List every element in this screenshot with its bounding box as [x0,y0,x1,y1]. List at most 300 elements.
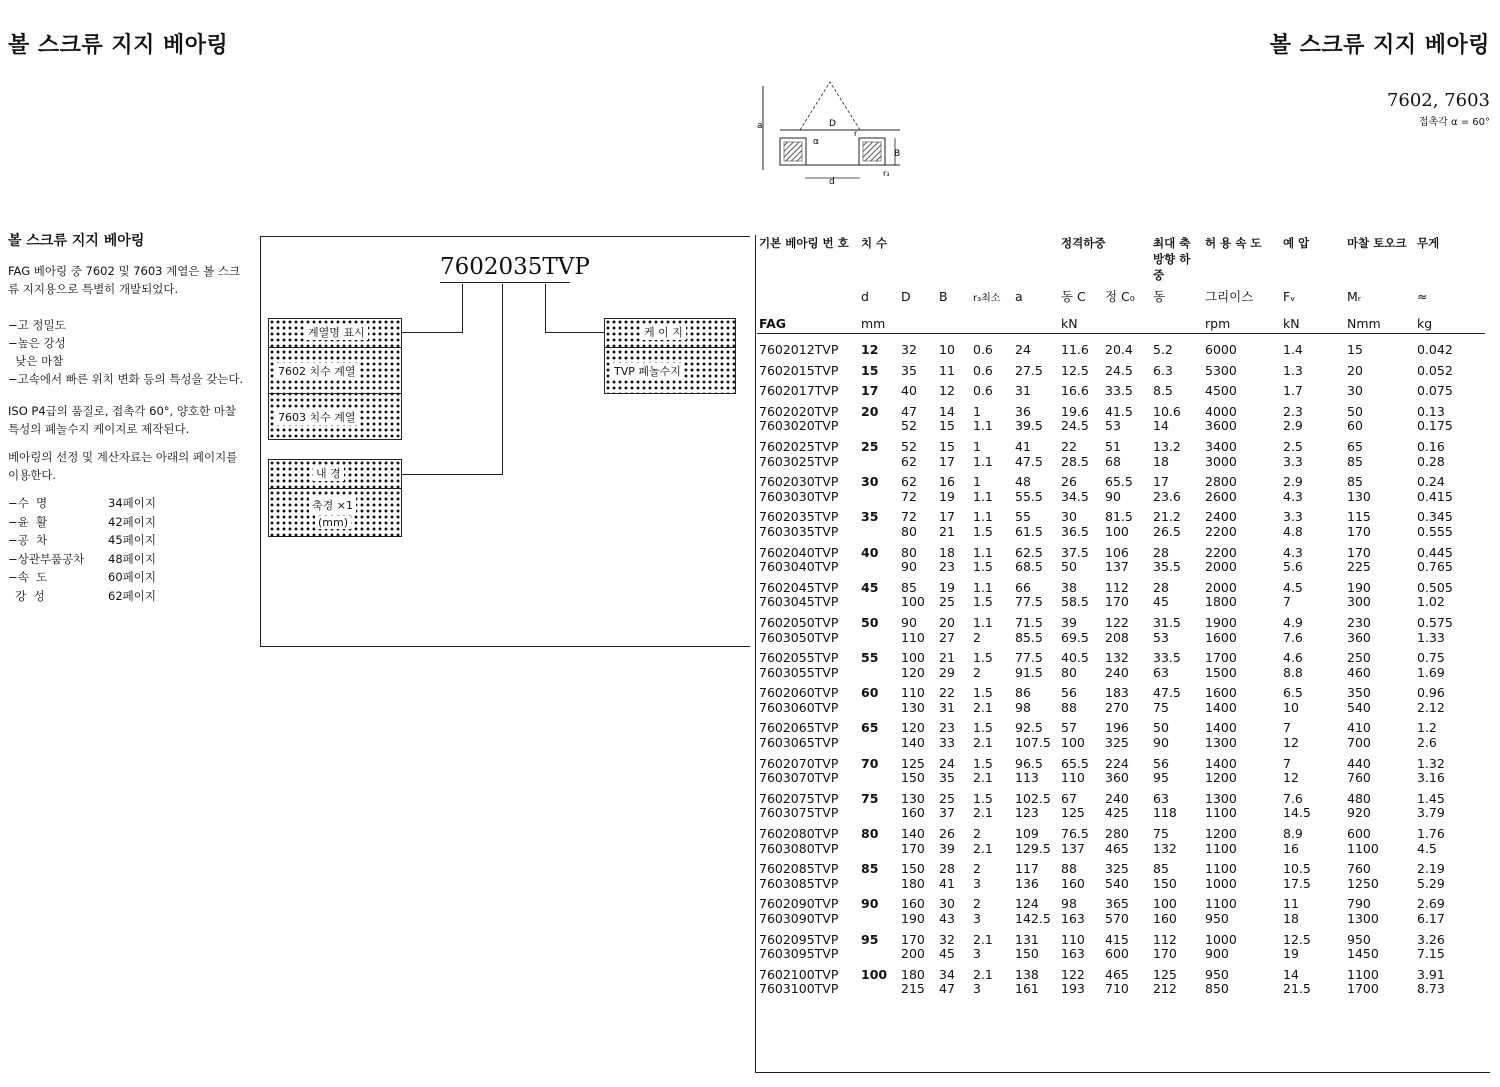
cell-weight: 1.32 [1417,755,1445,771]
cell-D: 180 [901,875,925,891]
cell-D: 200 [901,946,925,962]
cell-C: 65.5 [1061,755,1089,771]
cell-speed: 4000 [1205,403,1237,419]
cage-box-title: 케 이 지 [641,324,686,340]
cell-D: 180 [901,966,925,982]
cell-designation: 7602090TVP [759,896,839,912]
cell-C0: 325 [1105,735,1129,751]
cell-friction-torque: 480 [1347,790,1371,806]
cell-weight: 0.052 [1417,362,1453,378]
reference-item: 강 성 62페이지 [8,588,156,603]
cell-weight: 3.79 [1417,805,1445,821]
cell-B: 31 [939,699,955,715]
cell-axial-load: 125 [1153,966,1177,982]
cell-a: 123 [1015,805,1039,821]
cell-C: 69.5 [1061,629,1089,645]
bore-box [268,459,402,537]
cell-a: 31 [1015,383,1031,399]
unit-kg: kg [1417,315,1433,331]
cell-d: 55 [861,650,879,666]
cell-friction-torque: 350 [1347,685,1371,701]
cell-r3: 1.1 [973,579,993,595]
cell-r3: 1.5 [973,650,993,666]
cell-B: 45 [939,946,955,962]
cell-r3: 1.5 [973,594,993,610]
table-row [757,610,1482,631]
cell-C: 12.5 [1061,362,1089,378]
cell-weight: 1.45 [1417,790,1445,806]
cell-r3: 2 [973,826,981,842]
col-r3: r₃최소 [973,292,1001,304]
table-row [757,680,1482,701]
cell-designation: 7602015TVP [759,362,839,378]
cell-axial-load: 31.5 [1153,614,1181,630]
cell-B: 25 [939,790,955,806]
cell-r3: 2.1 [973,966,993,982]
cell-C0: 325 [1105,861,1129,877]
cell-C0: 600 [1105,946,1129,962]
cell-friction-torque: 60 [1347,418,1363,434]
table-row [757,575,1482,596]
cell-a: 124 [1015,896,1039,912]
cell-r3: 1.1 [973,509,993,525]
cell-friction-torque: 790 [1347,896,1371,912]
col-header-preload: 예 압 [1283,236,1310,250]
cell-D: 215 [901,981,925,997]
cell-weight: 0.555 [1417,523,1453,539]
cell-B: 27 [939,629,955,645]
svg-text:a: a [757,121,763,131]
cell-D: 110 [901,629,925,645]
cell-C: 36.5 [1061,523,1089,539]
cell-axial-load: 212 [1153,981,1177,997]
cell-speed: 1400 [1205,699,1237,715]
cell-C0: 240 [1105,664,1129,680]
cell-designation: 7603095TVP [759,946,839,962]
cell-r3: 1.1 [973,488,993,504]
cell-d [859,525,899,540]
cell-speed: 1300 [1205,790,1237,806]
table-row [757,786,1482,807]
cell-speed: 1000 [1205,931,1237,947]
cell-friction-torque: 1700 [1347,981,1379,997]
cell-axial-load: 112 [1153,931,1177,947]
cell-axial-load: 50 [1153,720,1169,736]
cell-C0: 540 [1105,875,1129,891]
cell-C0: 137 [1105,559,1129,575]
cell-preload: 14 [1283,966,1299,982]
cell-designation: 7602020TVP [759,403,839,419]
cell-speed: 1300 [1205,735,1237,751]
cell-designation: 7602025TVP [759,438,839,454]
cell-C: 67 [1061,790,1077,806]
cell-friction-torque: 115 [1347,509,1371,525]
cell-a: 91.5 [1015,664,1043,680]
table-row [757,419,1482,434]
col-C: 동 C [1061,289,1086,304]
cell-C: 163 [1061,946,1085,962]
cell-preload: 4.9 [1283,614,1303,630]
cell-weight: 0.175 [1417,418,1453,434]
cell-r3: 1 [973,438,981,454]
cell-speed: 4500 [1205,383,1237,399]
cell-friction-torque: 230 [1347,614,1371,630]
cell-r3: 1.5 [973,523,993,539]
cell-C0: 270 [1105,699,1129,715]
col-C0: 정 C₀ [1105,289,1135,304]
cell-friction-torque: 440 [1347,755,1371,771]
cell-B: 12 [939,383,955,399]
series-box [268,318,402,440]
table-row [757,806,1482,821]
cell-B: 19 [939,488,955,504]
cell-designation: 7603070TVP [759,770,839,786]
cell-d [859,419,899,434]
cell-d: 40 [861,544,879,560]
cell-designation: 7603045TVP [759,594,839,610]
table-subheader-row [757,283,1482,309]
table-row [757,736,1482,751]
cell-B: 23 [939,559,955,575]
cell-C: 11.6 [1061,342,1089,357]
cell-designation: 7603040TVP [759,559,839,575]
cell-B: 29 [939,664,955,680]
col-a: a [1015,288,1023,304]
table-row [757,525,1482,540]
table-row [757,751,1482,772]
cell-C: 160 [1061,875,1085,891]
cell-B: 37 [939,805,955,821]
intro-paragraph-1: FAG 베아링 중 7602 및 7603 계열은 볼 스크류 지지용으로 특별히 개발되었다. [8,264,241,296]
cell-d: 100 [861,966,888,982]
cell-C: 193 [1061,981,1085,997]
cell-speed: 1100 [1205,840,1237,856]
svg-text:D: D [829,119,836,129]
cell-weight: 0.042 [1417,342,1453,357]
cell-speed: 3600 [1205,418,1237,434]
cell-C: 163 [1061,911,1085,926]
cell-speed: 1000 [1205,875,1237,891]
cell-a: 131 [1015,931,1039,947]
cell-weight: 3.91 [1417,966,1445,982]
cell-friction-torque: 600 [1347,826,1371,842]
cell-d [859,736,899,751]
cell-weight: 1.33 [1417,629,1445,645]
cell-a: 136 [1015,875,1039,891]
cell-preload: 4.8 [1283,523,1303,539]
intro-title: 볼 스크류 지지 베아링 [8,233,145,249]
cell-weight: 3.26 [1417,931,1445,947]
cell-designation: 7603080TVP [759,840,839,856]
col-header-dimensions: 치 수 [861,236,888,250]
cell-D: 52 [901,418,917,434]
cell-r3: 2.1 [973,840,993,856]
cell-C0: 465 [1105,840,1129,856]
cell-C0: 106 [1105,544,1129,560]
cell-speed: 2800 [1205,474,1237,490]
feature-item: 낮은 마찰 [8,354,64,368]
cell-B: 35 [939,770,955,786]
cell-r3: 0.6 [973,383,993,399]
cell-speed: 2400 [1205,509,1237,525]
cell-friction-torque: 30 [1347,383,1363,399]
cell-designation: 7603035TVP [759,523,839,539]
cell-weight: 2.19 [1417,861,1445,877]
cell-d [859,947,899,962]
cell-C0: 465 [1105,966,1129,982]
cell-r3: 1.5 [973,755,993,771]
cell-speed: 1100 [1205,805,1237,821]
cell-B: 23 [939,720,955,736]
cell-preload: 8.8 [1283,664,1303,680]
cell-D: 150 [901,770,925,786]
cell-C: 28.5 [1061,453,1089,469]
cell-weight: 8.73 [1417,981,1445,997]
cell-C: 22 [1061,438,1077,454]
cell-d: 45 [861,579,879,595]
cell-preload: 4.3 [1283,544,1303,560]
cell-B: 32 [939,931,955,947]
col-Mr: Mᵣ [1347,288,1362,304]
cage-box-row: TVP 폐놀수지 [611,363,684,379]
cell-preload: 12 [1283,770,1299,786]
table-row [757,927,1482,948]
cell-r3: 2.1 [973,770,993,786]
cell-D: 62 [901,474,917,490]
cell-designation: 7603060TVP [759,699,839,715]
cell-designation: 7603085TVP [759,875,839,891]
cell-d [859,666,899,681]
cell-C: 100 [1061,735,1085,751]
cell-preload: 6.5 [1283,685,1303,701]
cell-friction-torque: 20 [1347,362,1363,378]
cell-D: 90 [901,559,917,575]
cell-D: 80 [901,523,917,539]
cell-C: 76.5 [1061,826,1089,842]
cell-C0: 196 [1105,720,1129,736]
cell-C: 122 [1061,966,1085,982]
cell-B: 33 [939,735,955,751]
table-row [757,821,1482,842]
cell-C: 39 [1061,614,1077,630]
cell-d: 17 [861,383,879,399]
cell-speed: 1600 [1205,685,1237,701]
cell-C: 24.5 [1061,418,1089,434]
cell-C0: 170 [1105,594,1129,610]
cell-C: 30 [1061,509,1077,525]
cell-friction-torque: 460 [1347,664,1371,680]
cell-C0: 53 [1105,418,1121,434]
table-row [757,947,1482,962]
table-row [757,378,1482,399]
cell-speed: 1800 [1205,594,1237,610]
cell-B: 47 [939,981,955,997]
cell-speed: 5300 [1205,362,1237,378]
cell-D: 150 [901,861,925,877]
cell-D: 32 [901,342,917,357]
cell-C: 50 [1061,559,1077,575]
cell-a: 41 [1015,438,1031,454]
cell-weight: 4.5 [1417,840,1437,856]
cell-r3: 1.5 [973,559,993,575]
cell-B: 39 [939,840,955,856]
cell-d [859,806,899,821]
cell-d: 20 [861,403,879,419]
table-row [757,595,1482,610]
cell-D: 40 [901,383,917,399]
reference-item: −윤 활 42페이지 [8,514,156,529]
cell-D: 130 [901,790,925,806]
cell-a: 77.5 [1015,594,1043,610]
cell-preload: 12 [1283,735,1299,751]
cell-B: 15 [939,418,955,434]
cell-D: 72 [901,509,917,525]
cell-friction-torque: 920 [1347,805,1371,821]
cell-C: 56 [1061,685,1077,701]
cell-designation: 7602050TVP [759,614,839,630]
cell-friction-torque: 250 [1347,650,1371,666]
cell-speed: 2000 [1205,579,1237,595]
cell-preload: 16 [1283,840,1299,856]
cell-friction-torque: 85 [1347,474,1363,490]
cell-C0: 360 [1105,770,1129,786]
reference-item: −속 도 60페이지 [8,570,156,584]
cell-weight: 0.28 [1417,453,1445,469]
cell-D: 120 [901,664,925,680]
cell-speed: 950 [1205,911,1229,926]
cell-weight: 0.075 [1417,383,1453,399]
cell-axial-load: 85 [1153,861,1169,877]
col-header-weight: 무게 [1417,236,1440,250]
cell-r3: 1.1 [973,614,993,630]
table-row [757,645,1482,666]
cell-weight: 7.15 [1417,946,1445,962]
cell-preload: 10 [1283,699,1299,715]
cell-B: 34 [939,966,955,982]
cell-B: 15 [939,438,955,454]
cell-preload: 3.3 [1283,509,1303,525]
cell-d: 70 [861,755,879,771]
cell-r3: 1.1 [973,453,993,469]
table-row [757,982,1482,997]
table-row [757,455,1482,470]
cell-weight: 1.69 [1417,664,1445,680]
cell-axial-load: 47.5 [1153,685,1181,701]
cell-weight: 3.16 [1417,770,1445,786]
cell-a: 85.5 [1015,629,1043,645]
table-row [757,701,1482,716]
cell-friction-torque: 540 [1347,699,1371,715]
cell-d [859,771,899,786]
cell-C: 58.5 [1061,594,1089,610]
table-row [757,434,1482,455]
cell-weight: 0.505 [1417,579,1453,595]
col-header-friction-torque: 마찰 토오크 [1347,236,1407,250]
cell-preload: 14.5 [1283,805,1311,821]
series-box-row: 7603 치수 계열 [275,409,359,425]
cell-r3: 1 [973,474,981,490]
cell-D: 120 [901,720,925,736]
table-row [757,666,1482,681]
cell-preload: 10.5 [1283,861,1311,877]
cell-axial-load: 21.2 [1153,509,1181,525]
cell-designation: 7603090TVP [759,911,839,926]
cell-C0: 112 [1105,579,1129,595]
cell-B: 16 [939,474,955,490]
intro-section [8,232,248,605]
page-title-right: 볼 스크류 지지 베아링 [1269,33,1490,58]
cell-r3: 3 [973,946,981,962]
cell-preload: 18 [1283,911,1299,926]
cell-C0: 280 [1105,826,1129,842]
cell-D: 35 [901,362,917,378]
cell-r3: 2.1 [973,805,993,821]
col-B: B [939,288,948,304]
cell-a: 92.5 [1015,720,1043,736]
cell-d [859,595,899,610]
cell-r3: 2.1 [973,931,993,947]
cell-weight: 1.76 [1417,826,1445,842]
table-row [757,504,1482,525]
cell-d: 50 [861,614,879,630]
table-row [757,877,1482,892]
cell-d [859,877,899,892]
unit-mm: mm [861,315,886,331]
cell-axial-load: 45 [1153,594,1169,610]
cell-preload: 4.3 [1283,488,1303,504]
cell-preload: 2.5 [1283,438,1303,454]
table-row [757,891,1482,912]
cell-D: 72 [901,488,917,504]
cell-C0: 90 [1105,488,1121,504]
col-header-max-axial-load: 최대 축방향 하중 [1153,236,1191,282]
cell-C: 38 [1061,579,1077,595]
cell-d [859,912,899,927]
cell-designation: 7602040TVP [759,544,839,560]
cell-a: 77.5 [1015,650,1043,666]
cell-preload: 7.6 [1283,790,1303,806]
feature-item: −고속에서 빠른 위치 변화 등의 특성을 갖는다. [8,372,244,386]
cell-C0: 100 [1105,523,1129,539]
cell-C: 137 [1061,840,1085,856]
cell-speed: 1400 [1205,755,1237,771]
cell-d [859,701,899,716]
bearing-section-drawing [755,78,915,190]
cell-preload: 7 [1283,755,1291,771]
cell-designation: 7602085TVP [759,861,839,877]
svg-text:B: B [894,149,901,159]
cell-B: 24 [939,755,955,771]
cell-friction-torque: 410 [1347,720,1371,736]
cell-weight: 2.12 [1417,699,1445,715]
cell-friction-torque: 950 [1347,931,1371,947]
cell-C0: 65.5 [1105,474,1133,490]
cell-friction-torque: 360 [1347,629,1371,645]
cell-speed: 1400 [1205,720,1237,736]
cell-d [859,631,899,646]
table-row [757,631,1482,646]
cell-a: 55.5 [1015,488,1043,504]
cell-designation: 7603030TVP [759,488,839,504]
cell-a: 102.5 [1015,790,1051,806]
cell-r3: 2 [973,664,981,680]
feature-item: −고 정밀도 [8,318,66,332]
cell-a: 47.5 [1015,453,1043,469]
feature-list [8,316,248,388]
reference-list [8,494,248,605]
reference-item: −공 차 45페이지 [8,533,156,547]
cell-B: 20 [939,614,955,630]
